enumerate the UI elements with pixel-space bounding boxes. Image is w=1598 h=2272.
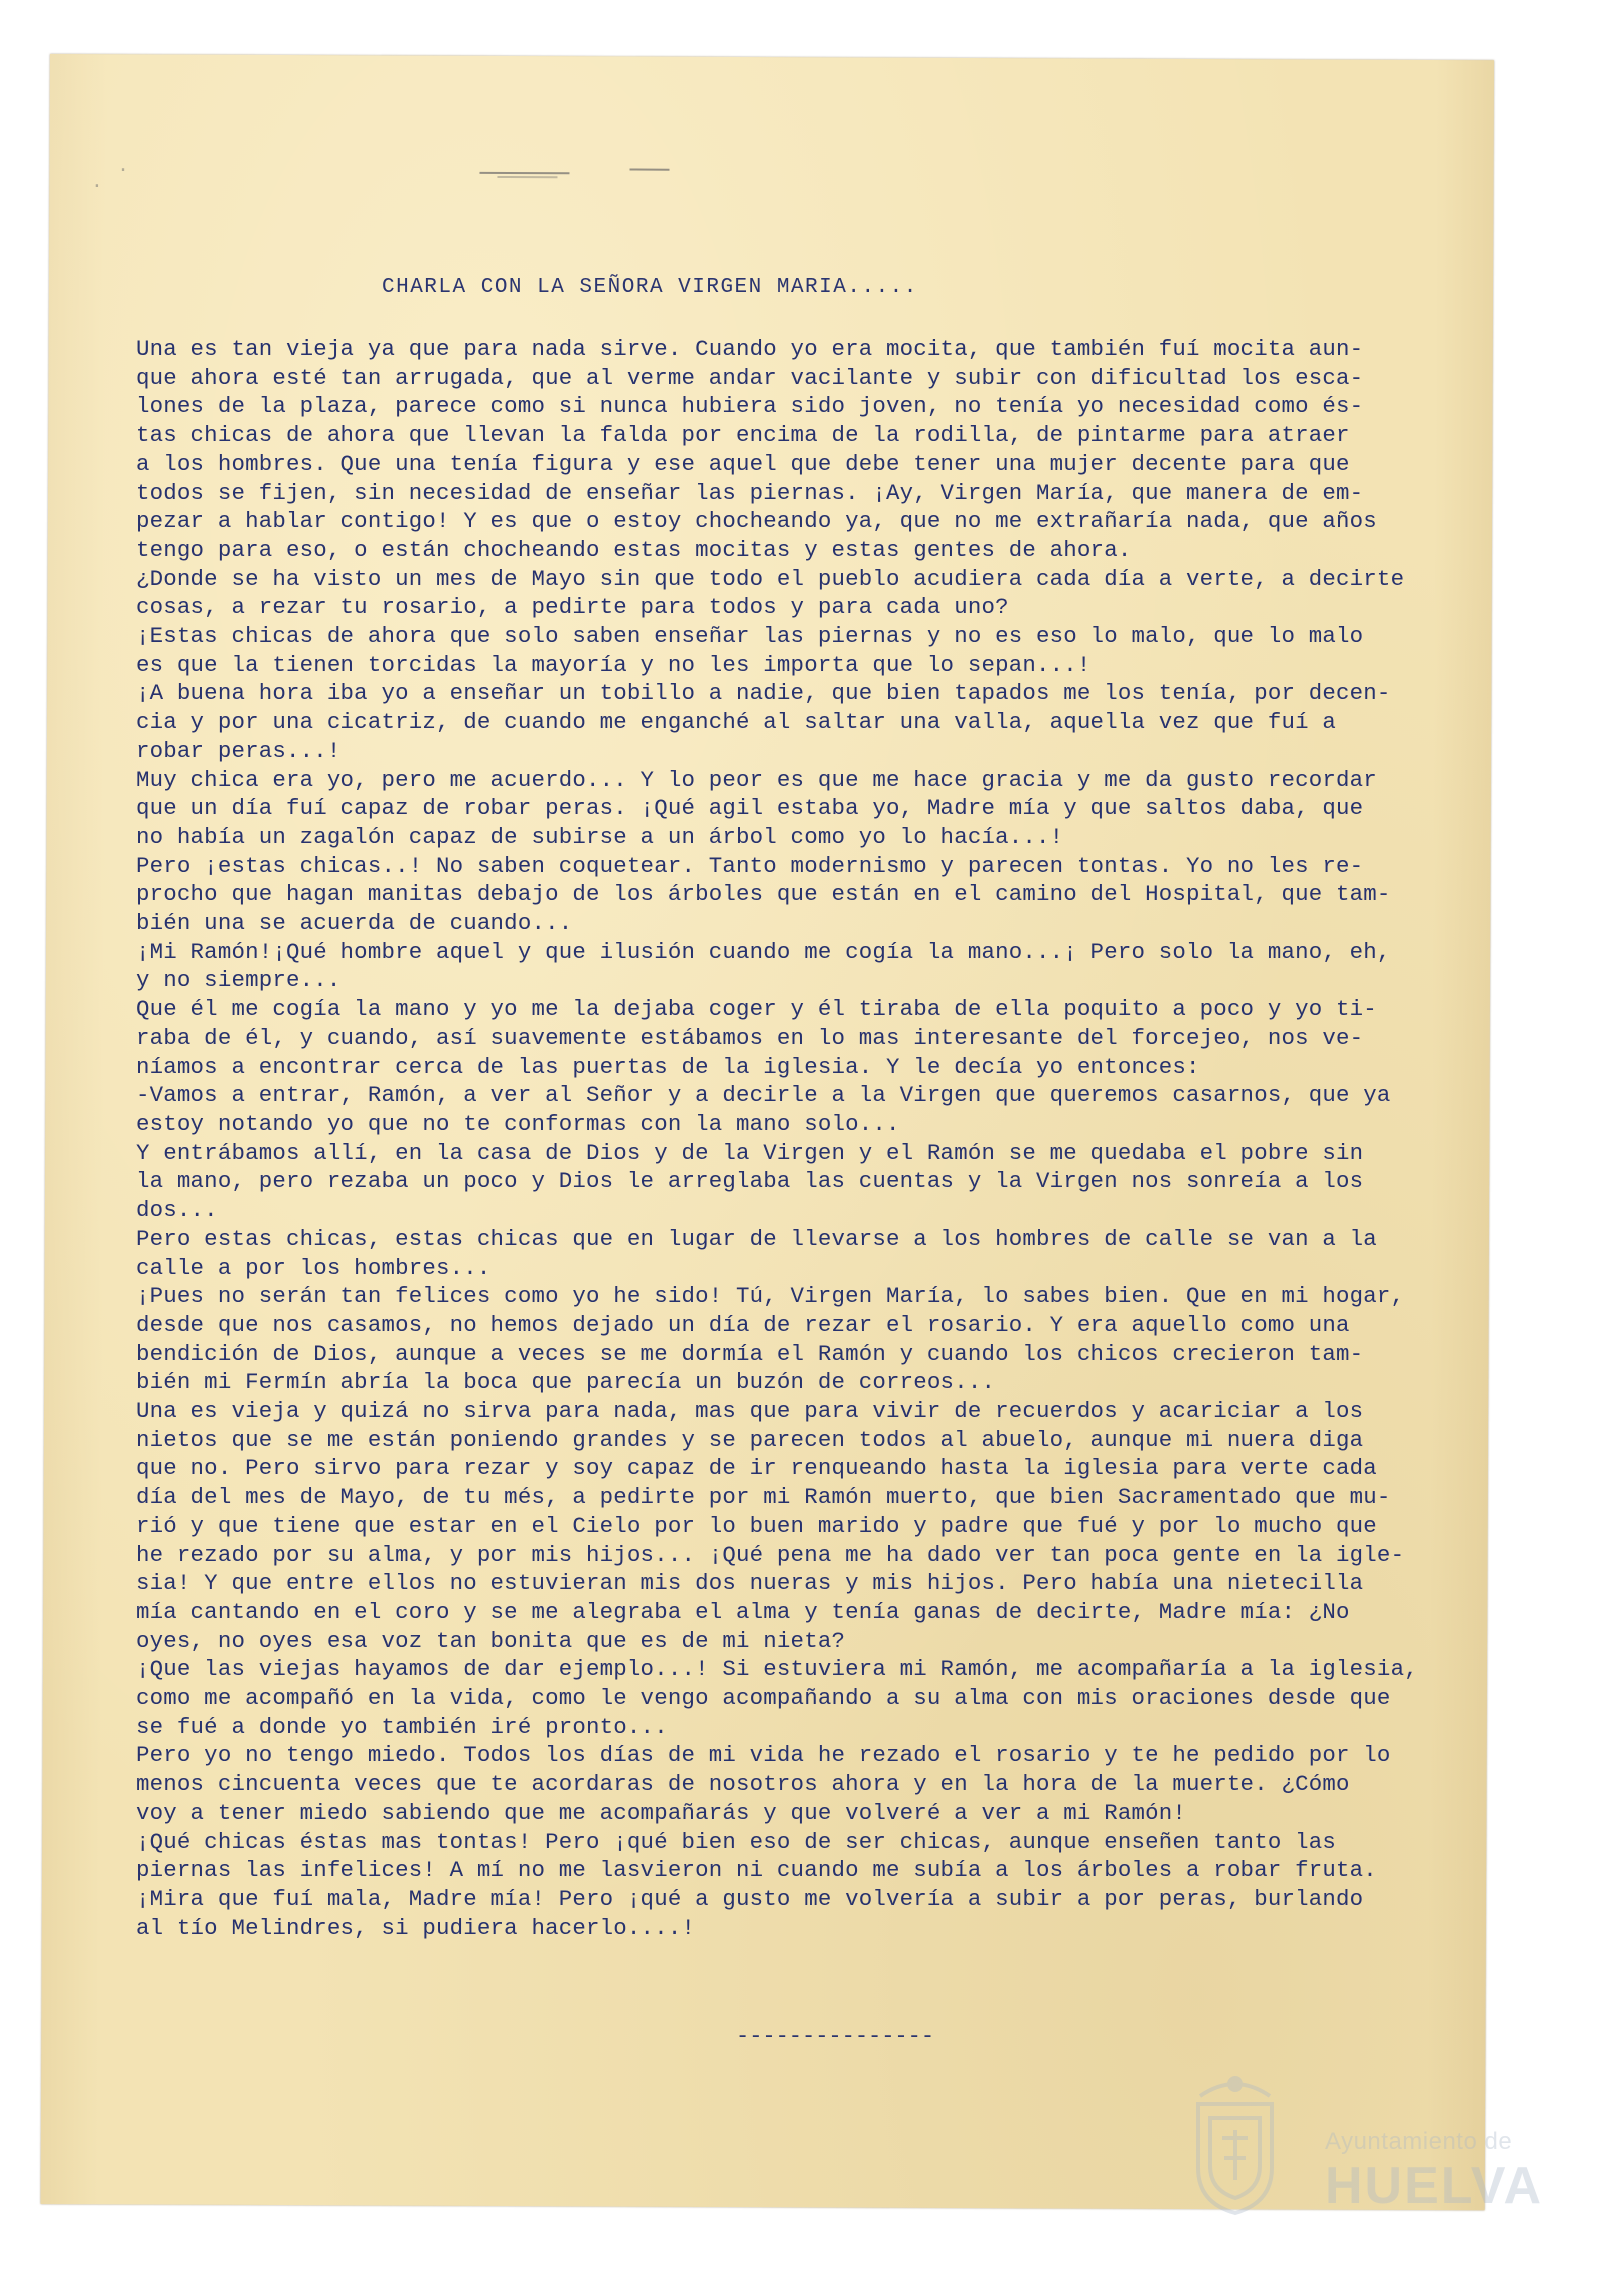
text-line: lones de la plaza, parece como si nunca hubiera sido joven, no tenía yo necesidad como és- (136, 393, 1364, 420)
paper-speck: · (119, 158, 127, 184)
document-title: CHARLA CON LA SEÑORA VIRGEN MARIA..... (382, 276, 918, 299)
text-line: y no siempre... (136, 967, 341, 994)
text-line: es que la tienen torcidas la mayoría y no les importa que lo sepan...! (136, 651, 1091, 678)
text-line: -Vamos a entrar, Ramón, a ver al Señor y a decirle a la Virgen que queremos casarnos, que ya (136, 1082, 1391, 1109)
text-line: piernas las infelices! A mí no me lasvieron ni cuando me subía a los árboles a robar fruta. (136, 1857, 1377, 1884)
text-line: Una es tan vieja ya que para nada sirve. Cuando yo era mocita, que también fuí mocita aun- (136, 336, 1364, 362)
text-line: oyes, no oyes esa voz tan bonita que es de mi nieta? (136, 1627, 846, 1654)
huelva-coat-of-arms-icon (1180, 2068, 1290, 2218)
text-line: níamos a encontrar cerca de las puertas de la iglesia. Y le decía yo entonces: (136, 1053, 1200, 1080)
text-line: ¡Mi Ramón!¡Qué hombre aquel y que ilusión cuando me cogía la mano...¡ Pero solo la mano, eh, (136, 938, 1391, 965)
text-line: como me acompañó en la vida, como le vengo acompañando a su alma con mis oraciones desde que (136, 1685, 1391, 1712)
text-line: pezar a hablar contigo! Y es que o estoy chocheando ya, que no me extrañaría nada, que años (136, 508, 1377, 535)
text-line: Que él me cogía la mano y yo me la dejaba coger y él tiraba de ella poquito a poco y yo ti- (136, 996, 1377, 1023)
text-line: ¡Qué chicas éstas mas tontas! Pero ¡qué bien eso de ser chicas, aunque enseñen tanto las (136, 1828, 1337, 1855)
pencil-mark (479, 172, 569, 174)
text-line: ¡A buena hora iba yo a enseñar un tobillo a nadie, que bien tapados me los tenía, por decen- (136, 680, 1391, 707)
text-line: la mano, pero rezaba un poco y Dios le arreglaba las cuentas y la Virgen nos sonreía a los (136, 1168, 1364, 1195)
text-line: voy a tener miedo sabiendo que me acompañarás y que volveré a ver a mi Ramón! (136, 1799, 1187, 1826)
text-line: Pero yo no tengo miedo. Todos los días de mi vida he rezado el rosario y te he pedido por lo (136, 1742, 1391, 1769)
text-line: raba de él, y cuando, así suavemente estábamos en lo mas interesante del forcejeo, nos ve- (136, 1024, 1364, 1051)
text-line: cia y por una cicatriz, de cuando me enganché al saltar una valla, aquella vez que fuí a (136, 709, 1337, 736)
text-line: nietos que se me están poniendo grandes y se parecen todos al abuelo, aunque mi nuera diga (136, 1426, 1364, 1453)
text-line: he rezado por su alma, y por mis hijos... ¡Qué pena me ha dado ver tan poca gente en la igle- (136, 1541, 1405, 1568)
text-line: se fué a donde yo también iré pronto... (136, 1713, 668, 1740)
text-line: tas chicas de ahora que llevan la falda por encima de la rodilla, de pintarme para atraer (136, 422, 1350, 449)
text-line: bendición de Dios, aunque a veces se me dormía el Ramón y cuando los chicos crecieron tam- (136, 1340, 1364, 1367)
watermark (1180, 2068, 1544, 2228)
text-line: a los hombres. Que una tenía figura y ese aquel que debe tener una mujer decente para que (136, 450, 1350, 477)
text-line: robar peras...! (136, 737, 341, 764)
text-line: bién una se acuerda de cuando... (136, 910, 573, 937)
text-line: Pero estas chicas, estas chicas que en lugar de llevarse a los hombres de calle se van a la (136, 1225, 1377, 1252)
pencil-mark (497, 176, 557, 178)
text-line: sia! Y que entre ellos no estuvieran mis dos nueras y mis hijos. Pero había una nietecilla (136, 1570, 1364, 1597)
text-line: Muy chica era yo, pero me acuerdo... Y lo peor es que me hace gracia y me da gusto recordar (136, 766, 1377, 793)
text-line: tengo para eso, o están chocheando estas mocitas y estas gentes de ahora. (136, 536, 1132, 563)
text-line: ¡Pues no serán tan felices como yo he sido! Tú, Virgen María, lo sabes bien. Que en mi hogar, (136, 1283, 1405, 1310)
text-line: día del mes de Mayo, de tu més, a pedirte por mi Ramón muerto, que bien Sacramentado que mu- (136, 1484, 1391, 1511)
text-line: que no. Pero sirvo para rezar y soy capaz de ir renqueando hasta la iglesia para verte cada (136, 1455, 1377, 1482)
text-line: que ahora esté tan arrugada, que al verme andar vacilante y subir con dificultad los esca- (136, 364, 1364, 391)
text-line: menos cincuenta veces que te acordaras de nosotros ahora y en la hora de la muerte. ¿Cómo (136, 1771, 1350, 1798)
document-body (136, 335, 1476, 1942)
text-line: calle a por los hombres... (136, 1254, 491, 1281)
text-line: desde que nos casamos, no hemos dejado un día de rezar el rosario. Y era aquello como una (136, 1311, 1350, 1338)
text-line: Una es vieja y quizá no sirva para nada, mas que para vivir de recuerdos y acariciar a los (136, 1398, 1364, 1425)
text-line: que un día fuí capaz de robar peras. ¡Qué agil estaba yo, Madre mía y que saltos daba, que (136, 795, 1364, 822)
text-line: rió y que tiene que estar en el Cielo por lo buen marido y padre que fué y por lo mucho que (136, 1512, 1377, 1539)
pencil-mark (629, 169, 669, 171)
text-line: Y entrábamos allí, en la casa de Dios y de la Virgen y el Ramón se me quedaba el pobre sin (136, 1139, 1364, 1166)
text-line: cosas, a rezar tu rosario, a pedirte para todos y para cada uno? (136, 594, 1009, 621)
text-line: ¡Que las viejas hayamos de dar ejemplo...! Si estuviera mi Ramón, me acompañaría a la iglesia, (136, 1656, 1418, 1683)
text-line: ¡Mira que fuí mala, Madre mía! Pero ¡qué a gusto me volvería a subir a por peras, burlando (136, 1885, 1364, 1912)
text-line: estoy notando yo que no te conformas con la mano solo... (136, 1110, 900, 1137)
text-line: Pero ¡estas chicas..! No saben coquetear. Tanto modernismo y parecen tontas. Yo no les re- (136, 852, 1364, 879)
text-line: al tío Melindres, si pudiera hacerlo....! (136, 1914, 696, 1941)
text-line: ¡Estas chicas de ahora que solo saben enseñar las piernas y no es eso lo malo, que lo malo (136, 623, 1364, 650)
text-line: no había un zagalón capaz de subirse a un árbol como yo lo hacía...! (136, 823, 1064, 850)
watermark-name: HUELVA (1325, 2157, 1544, 2215)
watermark-subtitle: Ayuntamiento de (1325, 2128, 1513, 2155)
text-line: mía cantando en el coro y se me alegraba el alma y tenía ganas de decirte, Madre mía: ¿No (136, 1598, 1350, 1625)
text-line: bién mi Fermín abría la boca que parecía un buzón de correos... (136, 1369, 996, 1396)
paper-speck: · (93, 174, 101, 200)
closing-separator: --------------- (736, 2024, 935, 2049)
text-line: ¿Donde se ha visto un mes de Mayo sin que todo el pueblo acudiera cada día a verte, a decirte (136, 565, 1405, 592)
text-line: procho que hagan manitas debajo de los árboles que están en el camino del Hospital, que tam- (136, 881, 1391, 908)
text-line: dos... (136, 1197, 218, 1224)
text-line: todos se fijen, sin necesidad de enseñar las piernas. ¡Ay, Virgen María, que manera de em- (136, 479, 1364, 506)
